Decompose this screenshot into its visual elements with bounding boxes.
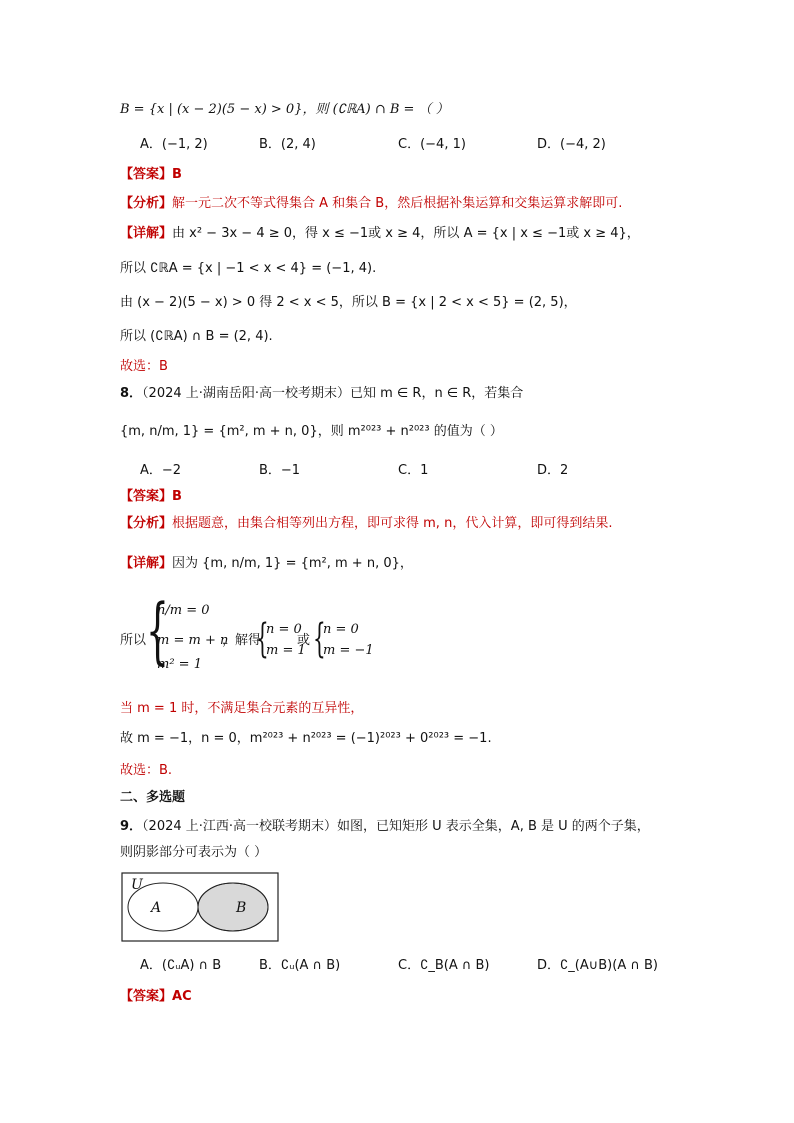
q8-stem-a: 已知 m ∈ R，n ∈ R，若集合 — [350, 386, 524, 401]
solution-2-line-2: m = −1 — [323, 643, 374, 658]
q9-answer — [120, 988, 192, 1006]
solution-brace-2: { — [313, 616, 326, 662]
solve-word: ，解得 — [222, 633, 262, 648]
q8-detail-line-1 — [120, 555, 413, 573]
q7-choose: 故选：B — [120, 359, 168, 374]
q7-stem: B = {x | (x − 2)(5 − x) > 0}，则 (∁ℝA) ∩ B = （ ） — [120, 102, 449, 117]
q9-stem-line-2: 则阴影部分可表示为（ ） — [120, 845, 268, 860]
q9-stem-line-1 — [120, 818, 650, 836]
q9-option-c: C．∁_B(A ∩ B) — [398, 958, 490, 973]
analysis-tag: 【分析】 — [120, 196, 173, 211]
system-eq-3: m² = 1 — [157, 657, 202, 672]
q7-detail-line-1 — [120, 225, 640, 243]
detail-text: 由 x² − 3x − 4 ≥ 0，得 x ≤ −1或 x ≥ 4，所以 A = {x | x ≤ −1或 x ≥ 4}， — [172, 226, 640, 241]
solution-2-line-1: n = 0 — [323, 622, 359, 637]
system-eq-1: n/m = 0 — [157, 603, 210, 618]
venn-diagram — [120, 871, 280, 943]
q8-note: 当 m = 1 时，不满足集合元素的互异性， — [120, 701, 364, 716]
q8-number: 8． — [120, 386, 143, 401]
q8-option-a: A．−2 — [140, 463, 182, 478]
answer-value: B — [172, 489, 182, 504]
system-brace: { — [146, 588, 169, 672]
q7-option-b: B．(2, 4) — [259, 137, 316, 152]
q8-answer — [120, 488, 182, 506]
q8-source: （2024 上·湖南岳阳·高一校考期末） — [142, 386, 351, 401]
analysis-tag: 【分析】 — [120, 516, 173, 531]
q7-option-c: C．(−4, 1) — [398, 137, 466, 152]
solution-1-line-1: n = 0 — [266, 622, 302, 637]
q8-option-c: C．1 — [398, 463, 429, 478]
q7-answer — [120, 166, 182, 184]
answer-value: B — [172, 167, 182, 182]
q8-option-b: B．−1 — [259, 463, 301, 478]
q8-stem-line-1 — [120, 385, 523, 403]
q7-option-a: A．(−1, 2) — [140, 137, 208, 152]
q9-option-d: D．∁_(A∪B)(A ∩ B) — [537, 958, 658, 973]
q7-option-d: D．(−4, 2) — [537, 137, 606, 152]
solution-1-line-2: m = 1 — [266, 643, 306, 658]
analysis-text: 解一元二次不等式得集合 A 和集合 B，然后根据补集运算和交集运算求解即可. — [172, 196, 623, 211]
label-a: A — [151, 900, 162, 916]
analysis-text: 根据题意，由集合相等列出方程，即可求得 m, n，代入计算，即可得到结果. — [172, 516, 613, 531]
label-u: U — [131, 877, 143, 893]
answer-tag: 【答案】 — [120, 167, 173, 182]
q8-option-d: D．2 — [537, 463, 569, 478]
q9-number: 9． — [120, 819, 143, 834]
q8-analysis — [120, 515, 612, 533]
q7-detail-line-3: 由 (x − 2)(5 − x) > 0 得 2 < x < 5，所以 B = {x | 2 < x < 5} = (2, 5)， — [120, 295, 577, 310]
q8-stem-line-2: {m, n/m, 1} = {m², m + n, 0}，则 m²⁰²³ + n²⁰²³ 的值为（ ） — [120, 424, 503, 439]
q8-conclusion: 故 m = −1，n = 0，m²⁰²³ + n²⁰²³ = (−1)²⁰²³ + 0²⁰²³ = −1. — [120, 731, 492, 746]
q8-choose: 故选：B. — [120, 763, 173, 778]
or-word: 或 — [297, 633, 311, 648]
detail-tag: 【详解】 — [120, 226, 173, 241]
section-heading: 二、多选题 — [120, 790, 186, 805]
q9-source: （2024 上·江西·高一校联考期末） — [142, 819, 338, 834]
q9-option-b: B．∁ᵤ(A ∩ B) — [259, 958, 341, 973]
answer-value: AC — [172, 989, 192, 1004]
q7-analysis — [120, 195, 622, 213]
label-b: B — [236, 900, 247, 916]
q7-detail-line-4: 所以 (∁ℝA) ∩ B = (2, 4). — [120, 329, 273, 344]
q8-system-prefix: 所以 — [120, 633, 147, 648]
q7-detail-line-2: 所以 ∁ℝA = {x | −1 < x < 4} = (−1, 4). — [120, 261, 377, 276]
system-eq-2: m = m + n — [157, 633, 229, 648]
detail-tag: 【详解】 — [120, 556, 173, 571]
detail-text: 因为 {m, n/m, 1} = {m², m + n, 0}， — [172, 556, 413, 571]
answer-tag: 【答案】 — [120, 989, 173, 1004]
q9-stem-a: 如图，已知矩形 U 表示全集，A, B 是 U 的两个子集， — [337, 819, 650, 834]
answer-tag: 【答案】 — [120, 489, 173, 504]
q9-option-a: A．(∁ᵤA) ∩ B — [140, 958, 222, 973]
solution-brace-1: { — [256, 616, 269, 662]
